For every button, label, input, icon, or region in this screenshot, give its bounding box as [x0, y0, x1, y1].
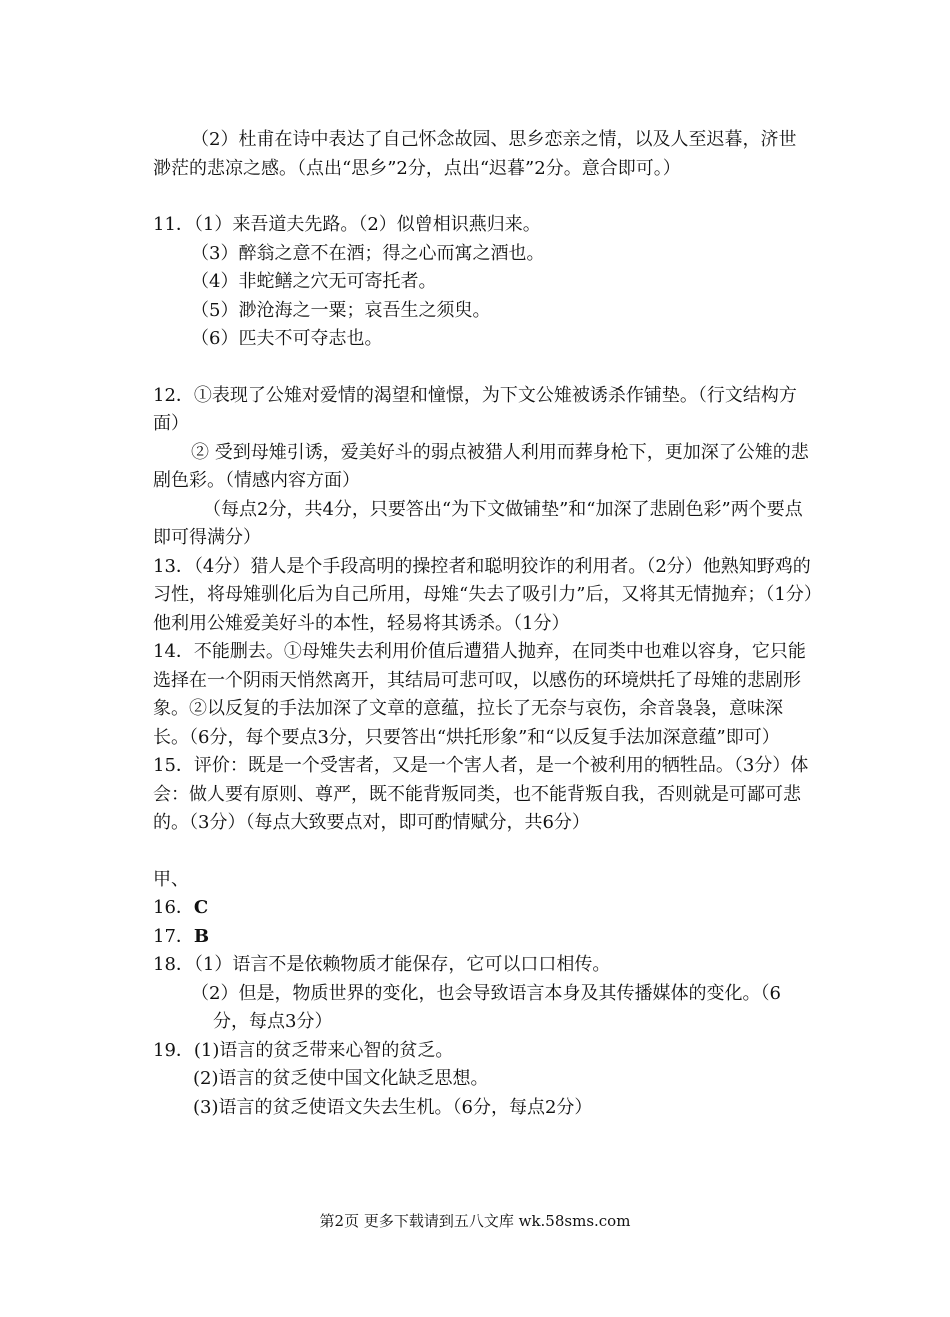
q11-item: （4）非蛇鳝之穴无可寄托者。 [191, 271, 437, 292]
q18-line1: 18．（1）语言不是依赖物质才能保存，它可以口口相传。 [153, 954, 611, 975]
page-footer: 第2页 更多下载请到五八文库 wk.58sms.com [319, 1212, 631, 1230]
section-jia: 甲、 [153, 868, 189, 890]
q12-point1: 12．①表现了公雉对爱情的渴望和憧憬，为下文公雉被诱杀作铺垫。（行文结构方面） [153, 384, 797, 434]
q16-answer [153, 894, 813, 923]
q11-item: （5）渺沧海之一粟；哀吾生之须臾。 [191, 299, 491, 321]
q19-item: (3)语言的贫乏使语文失去生机。（6分，每点2分） [193, 1096, 593, 1118]
q17-number: 17． [153, 925, 194, 947]
q19-line1: 19．(1)语言的贫乏带来心智的贫乏。 [153, 1039, 454, 1061]
q17-choice: B [193, 925, 210, 947]
spacer [153, 838, 813, 866]
q14-answer: 14．不能删去。①母雉失去利用价值后遭猎人抛弃，在同类中也难以容身，它只能选择在一个阴雨天悄然离开，其结局可悲可叹，以感伤的环境烘托了母雉的悲剧形象。②以反复的手法加深了文章的意蕴，拉长了无奈与哀伤，余音袅袅，意味深长。（6分，每个要点3分，只要答出“烘托形象”和“以反复手法加深意蕴”即可） [153, 641, 806, 748]
q16-number: 16． [153, 897, 194, 918]
q19-item: (2)语言的贫乏使中国文化缺乏思想。 [193, 1068, 489, 1089]
q17-answer [153, 923, 813, 952]
q13-answer: 13．（4分）猎人是个手段高明的操控者和聪明狡诈的利用者。（2分）他熟知野鸡的习性，将母雉驯化后为自己所用，母雉“失去了吸引力”后，又将其无情抛弃；（1分）他利用公雉爱美好斗的本性，轻易将其诱杀。（1分） [153, 555, 813, 634]
spacer [153, 183, 813, 211]
q11-item: （6）匹夫不可夺志也。 [191, 328, 383, 349]
spacer [153, 354, 813, 382]
q12-scoring: （每点2分，共4分，只要答出“为下文做铺垫”和“加深了悲剧色彩”两个要点即可得满分） [153, 498, 803, 548]
q18-part2: （2）但是，物质世界的变化，也会导致语言本身及其传播媒体的变化。（6分，每点3分） [191, 982, 781, 1032]
answer-content [153, 126, 813, 1122]
q16-choice: C [193, 897, 209, 918]
q11-item: （3）醉翁之意不在酒；得之心而寓之酒也。 [191, 242, 545, 264]
q15-answer: 15．评价：既是一个受害者，又是一个害人者，是一个被利用的牺牲品。（3分）体会：做人要有原则、尊严，既不能背叛同类，也不能背叛自我，否则就是可鄙可悲的。（3分）（每点大致要点对，即可酌情赋分，共6分） [153, 755, 809, 833]
q12-point2: ② 受到母雉引诱，爱美好斗的弱点被猎人利用而葬身枪下，更加深了公雉的悲剧色彩。（情感内容方面） [153, 441, 809, 491]
q11-line1: 11．（1）来吾道夫先路。（2）似曾相识燕归来。 [153, 214, 541, 235]
q10-part2: （2）杜甫在诗中表达了自己怀念故园、思乡恋亲之情，以及人至迟暮，济世渺茫的悲凉之感。（点出“思乡”2分，点出“迟暮”2分。意合即可。） [153, 129, 797, 179]
